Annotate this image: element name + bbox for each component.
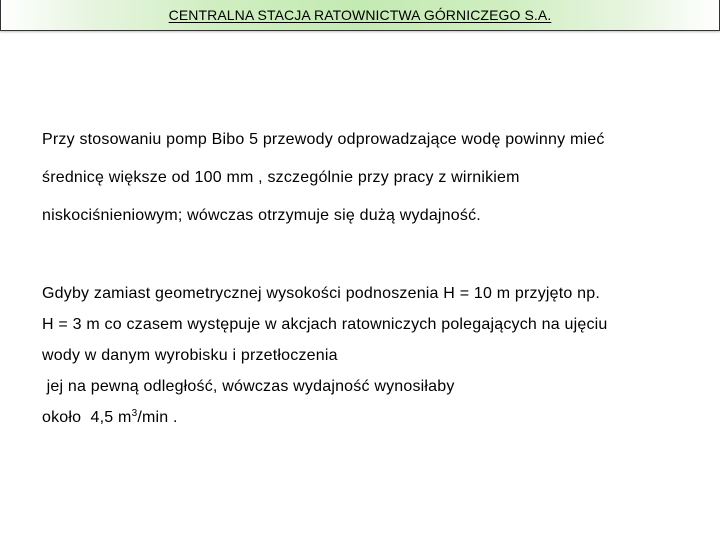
flow-rate-line [42,402,692,433]
paragraph-pump-pipes [42,121,692,235]
cubic-superscript: 3 [131,408,138,419]
header-title: CENTRALNA STACJA RATOWNICTWA GÓRNICZEGO S.A. [168,7,552,23]
flow-rate-prefix: około 4,5 m [42,409,132,426]
text-line: Przy stosowaniu pomp Bibo 5 przewody odprowadzające wodę powinny mieć [42,131,605,148]
text-line: wody w danym wyrobisku i przetłoczenia [42,347,338,364]
text-line: średnicę większe od 100 mm , szczególnie przy pracy z wirnikiem [42,169,520,186]
text-line: H = 3 m co czasem występuje w akcjach ratowniczych polegających na ujęciu [42,316,608,333]
slide-content [42,121,692,433]
text-line: niskociśnieniowym; wówczas otrzymuje się dużą wydajność. [42,207,481,224]
text-line: jej na pewną odległość, wówczas wydajność wynosiłaby [42,378,455,395]
flow-rate-suffix: /min . [137,409,178,426]
header-banner [0,0,720,31]
text-line: Gdyby zamiast geometrycznej wysokości podnoszenia H = 10 m przyjęto np. [42,285,601,302]
paragraph-lift-height [42,278,692,433]
